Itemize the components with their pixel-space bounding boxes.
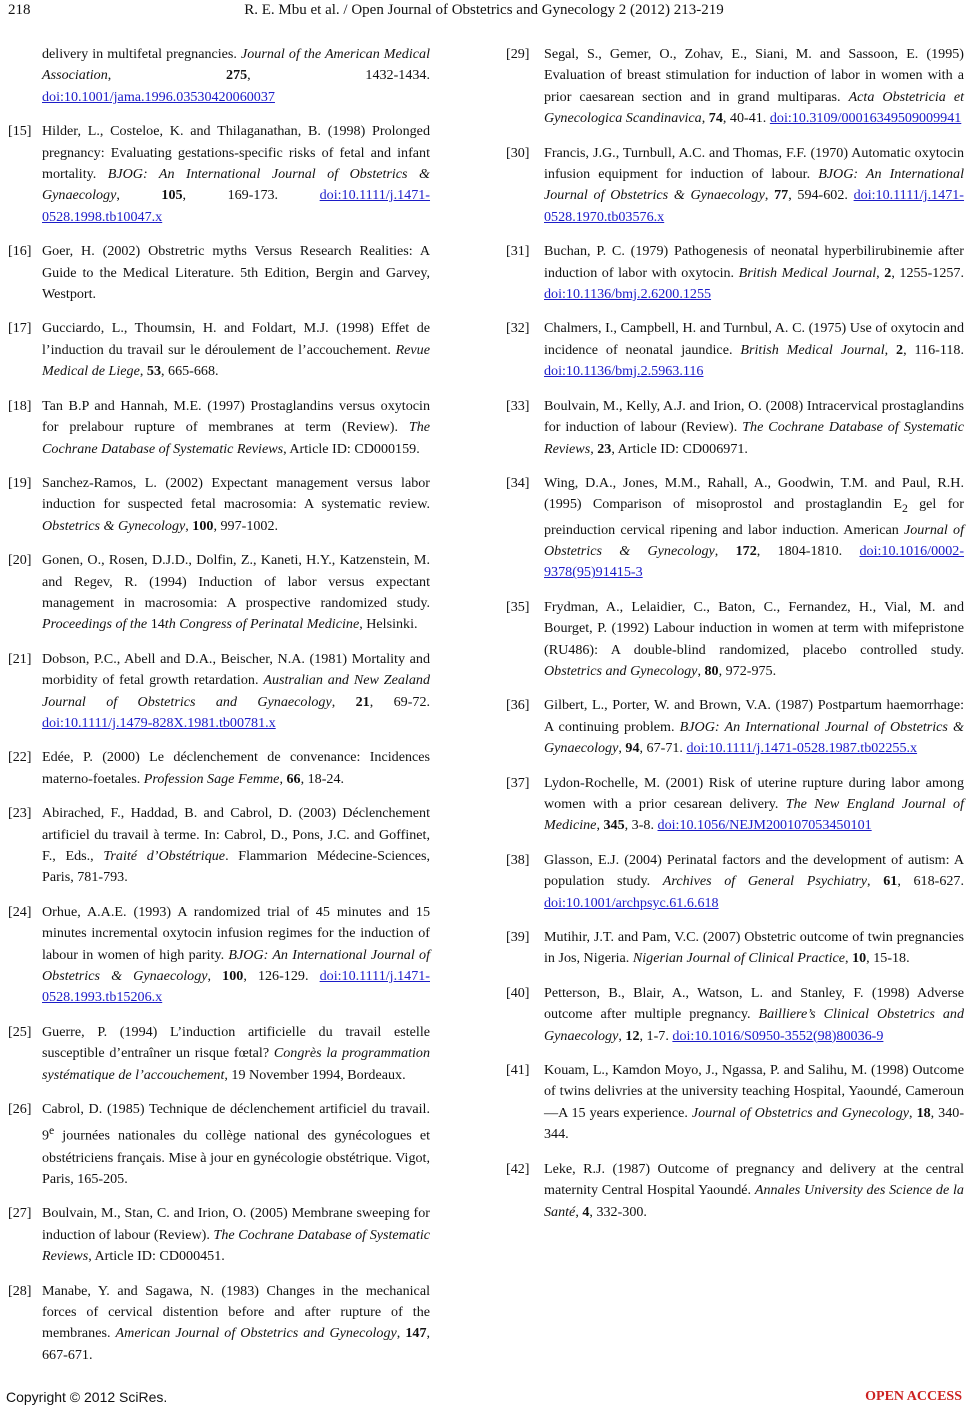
page-number: 218 xyxy=(8,2,31,18)
reference-text: , xyxy=(701,110,709,127)
reference-text: , xyxy=(618,740,626,757)
doi-link[interactable]: doi:10.1111/j.1479-828X.1981.tb00781.x xyxy=(42,714,276,731)
reference-entry xyxy=(8,44,430,108)
reference-text: , xyxy=(590,440,598,457)
reference-text: Goer, H. (2002) Obstretric myths Versus Research Realities: A Guide to the Medical Literature. 5th Edition, Bergin and Garvey, Westport. xyxy=(42,243,430,303)
reference-text: 147 xyxy=(405,1325,427,1342)
reference-text: Wing, D.A., Jones, M.M., Rahall, A., Goodwin, T.M. and Paul, R.H. (1995) Comparison of misoprostol and prostaglandin E xyxy=(544,474,964,513)
doi-link[interactable]: doi:10.1111/j.1471-0528.1987.tb02255.x xyxy=(686,740,918,757)
reference-entry xyxy=(506,143,964,229)
reference-text: , 1432-1434. xyxy=(247,67,431,84)
reference-text: Hilder, L., Costeloe, K. and Thilaganathan, B. (1998) Prolonged pregnancy: Evaluating gestations-specific risks of fetal and infant mortality. xyxy=(42,123,430,183)
reference-entry xyxy=(8,902,430,1009)
reference-entry xyxy=(506,1159,964,1223)
reference-text: , 1804-1810. xyxy=(756,542,860,559)
reference-text: gel for preinduction cervical ripening and labor induction. American xyxy=(544,496,964,538)
reference-entry xyxy=(506,927,964,970)
reference-entry xyxy=(8,473,430,537)
reference-text: Mutihir, J.T. and Pam, V.C. (2007) Obstetric outcome of twin pregnancies in Jos, Nigeria. xyxy=(544,929,964,967)
reference-entry xyxy=(8,1099,430,1190)
reference-text: British Medical Journal xyxy=(740,341,885,358)
reference-number: [17] xyxy=(8,320,32,337)
doi-link[interactable]: doi:10.1001/archpsyc.61.6.618 xyxy=(544,894,719,911)
reference-text: 23 xyxy=(597,440,612,457)
reference-text: BJOG: An International Journal of Obstetrics & Gynaecology xyxy=(42,946,430,985)
reference-entry xyxy=(8,1281,430,1367)
reference-text: Cabrol, D. (1985) Technique de déclenchement artificiel du travail. 9 xyxy=(42,1101,430,1145)
reference-text: Edée, P. (2000) Le déclenchement de convenance: Incidences materno-foetales. xyxy=(42,749,430,787)
reference-text: British Medical Journal xyxy=(738,264,877,281)
reference-text: , xyxy=(697,662,705,679)
reference-text: , 594-602. xyxy=(788,187,854,204)
reference-text: Australian and New Zealand Journal of Obstetrics and Gynaecology xyxy=(42,672,430,710)
doi-link[interactable]: doi:10.1136/bmj.2.5963.116 xyxy=(544,363,704,380)
reference-text: 74 xyxy=(708,110,723,127)
reference-text: Frydman, A., Lelaidier, C., Baton, C., Fernandez, H., Vial, M. and Bourget, P. (1992) Labour induction in women at term with mifepristone (RU486): A double-blind randomized, placebo controlled study. xyxy=(544,598,964,658)
reference-text: 14 xyxy=(150,616,165,633)
reference-text: Archives of General Psychiatry xyxy=(662,873,868,890)
reference-number: [26] xyxy=(8,1101,32,1118)
reference-entry xyxy=(8,550,430,636)
reference-text: The New England Journal of Medicine xyxy=(544,796,964,834)
reference-text: Obstetrics and Gynecology xyxy=(544,662,698,679)
reference-text: , xyxy=(207,968,223,985)
reference-text: Boulvain, M., Kelly, A.J. and Irion, O. (2008) Intracervical prostaglandins for induction of labour (Review). xyxy=(544,397,964,436)
open-access-label: OPEN ACCESS xyxy=(865,1389,962,1404)
reference-text: BJOG: An International Journal of Obstetrics & Gynaecology xyxy=(42,166,430,204)
reference-text: Acta Obstetricia et Gynecologica Scandinavica xyxy=(544,88,964,127)
reference-entry xyxy=(8,241,430,305)
reference-text: 275 xyxy=(226,67,248,84)
running-title: R. E. Mbu et al. / Open Journal of Obstetrics and Gynecology 2 (2012) 213-219 xyxy=(244,2,724,18)
reference-text: 100 xyxy=(222,968,244,985)
reference-number: [23] xyxy=(8,805,32,822)
copyright-notice: Copyright © 2012 SciRes. xyxy=(6,1389,168,1405)
reference-text: . Flammarion Médecine-Sciences, Paris, 781-793. xyxy=(42,848,430,886)
reference-text: , xyxy=(876,264,885,281)
reference-text: Obstetrics & Gynecology xyxy=(42,517,186,534)
reference-text: Dobson, P.C., Abell and D.A., Beischer, N.A. (1981) Mortality and morbidity of fetal growth retardation. xyxy=(42,650,430,689)
reference-text: 100 xyxy=(192,517,214,534)
reference-text: BJOG: An International Journal of Obstetrics & Gynaecology xyxy=(544,166,964,204)
reference-text: Profession Sage Femme xyxy=(143,770,280,787)
reference-text: Bailliere’s Clinical Obstetrics and Gynaecology xyxy=(544,1006,964,1044)
reference-text: 66 xyxy=(286,770,301,787)
reference-text: , xyxy=(139,363,147,380)
reference-number: [31] xyxy=(506,243,530,260)
reference-number: [38] xyxy=(506,851,530,868)
reference-text: Orhue, A.A.E. (1993) A randomized trial of 45 minutes and 15 minutes incremental oxytocin infusion regimes for the induction of labour in women of high parity. xyxy=(42,903,430,963)
reference-text: , Article ID: CD006971. xyxy=(611,440,748,457)
reference-text: 94 xyxy=(625,740,640,757)
reference-entry xyxy=(8,1022,430,1086)
reference-text: 172 xyxy=(735,542,757,559)
reference-number: [37] xyxy=(506,774,530,791)
reference-text: , xyxy=(396,1325,406,1342)
reference-text: , Helsinki. xyxy=(359,616,418,633)
reference-text: Gonen, O., Rosen, D.J.D., Dolfin, Z., Kaneti, H.Y., Katzenstein, M. and Regev, R. (1994) Induction of labor versus expectant management in macrosomia: A prospective randomized study. xyxy=(42,552,430,611)
reference-number: [18] xyxy=(8,397,32,414)
doi-link[interactable]: doi:10.1056/NEJM200107053450101 xyxy=(657,817,872,834)
reference-entry xyxy=(8,121,430,228)
reference-number: [29] xyxy=(506,46,530,62)
reference-text: 2 xyxy=(896,341,904,358)
reference-entry xyxy=(8,747,430,790)
reference-number: [36] xyxy=(506,697,530,714)
reference-text: 80 xyxy=(704,662,719,679)
reference-text: Francis, J.G., Turnbull, A.C. and Thomas, F.F. (1970) Automatic oxytocin infusion equipment for induction of labour. xyxy=(544,144,964,183)
reference-text: , 116-118. xyxy=(903,341,964,358)
doi-link[interactable]: doi:10.1016/0002-9378(95)91415-3 xyxy=(544,542,965,581)
reference-entry xyxy=(506,695,964,759)
reference-text: Gilbert, L., Porter, W. and Brown, V.A. (1987) Postpartum haemorrhage: A continuing problem. xyxy=(544,697,964,735)
reference-number: [22] xyxy=(8,749,32,766)
reference-text: , 169-173. xyxy=(182,187,320,204)
reference-entry xyxy=(506,318,964,382)
reference-entry xyxy=(506,983,964,1047)
reference-number: [19] xyxy=(8,474,32,491)
reference-number: [21] xyxy=(8,650,32,667)
reference-text: 105 xyxy=(161,187,183,204)
reference-number: [15] xyxy=(8,123,32,140)
reference-text: Boulvain, M., Stan, C. and Irion, O. (2005) Membrane sweeping for induction of labour (Review). xyxy=(42,1205,430,1243)
reference-text: , 340-344. xyxy=(544,1104,965,1143)
reference-text: , 618-627. xyxy=(897,873,965,890)
reference-text: The Cochrane Database of Systematic Reviews xyxy=(544,419,965,457)
reference-text: , xyxy=(575,1203,583,1220)
reference-text: Revue Medical de Liege xyxy=(42,341,430,380)
reference-number: [16] xyxy=(8,243,32,260)
reference-text: , 19 November 1994, Bordeaux. xyxy=(224,1066,406,1083)
reference-text: , xyxy=(185,517,193,534)
reference-entry xyxy=(506,1060,964,1146)
reference-text: 12 xyxy=(625,1027,640,1044)
reference-text: 18 xyxy=(916,1104,931,1121)
reference-text: 53 xyxy=(146,363,161,380)
reference-text: Guerre, P. (1994) L’induction artificielle du travail estelle susceptible d’entraîner un risque fœtal? xyxy=(42,1023,430,1062)
reference-text: 4 xyxy=(582,1203,590,1220)
reference-text: , 15-18. xyxy=(866,950,910,967)
reference-text: , 1-7. xyxy=(639,1027,673,1044)
reference-text: , Article ID: CD000451. xyxy=(88,1248,225,1265)
reference-text: , xyxy=(618,1027,626,1044)
reference-text: , 665-668. xyxy=(160,363,219,380)
reference-number: [41] xyxy=(506,1062,530,1079)
reference-text: 2 xyxy=(884,264,892,281)
reference-text: , 67-71. xyxy=(639,740,687,757)
reference-entry xyxy=(506,241,964,305)
reference-number: [35] xyxy=(506,598,530,615)
reference-text: , xyxy=(845,950,853,967)
reference-text: th Congress of Perinatal Medicine xyxy=(164,616,360,633)
reference-entry xyxy=(506,396,964,460)
doi-link[interactable]: doi:10.1016/S0950-3552(98)80036-9 xyxy=(672,1027,884,1044)
reference-text: Journal of the American Medical Association xyxy=(42,46,430,84)
reference-text: Chalmers, I., Campbell, H. and Turnbul, A. C. (1975) Use of oxytocin and incidence of neonatal jaundice. xyxy=(544,320,964,358)
reference-text: , 997-1002. xyxy=(213,517,279,534)
reference-column-left xyxy=(8,44,430,1366)
reference-text: American Journal of Obstetrics and Gynecology xyxy=(115,1325,397,1342)
reference-number: [39] xyxy=(506,929,530,946)
reference-text: , xyxy=(331,693,356,710)
doi-link[interactable]: doi:10.1111/j.1471-0528.1970.tb03576.x xyxy=(544,187,965,225)
reference-text: , 667-671. xyxy=(42,1325,431,1363)
reference-number: [24] xyxy=(8,903,32,920)
reference-text: , xyxy=(764,187,775,204)
reference-text: 21 xyxy=(355,693,370,710)
reference-text: Kouam, L., Kamdon Moyo, J., Ngassa, P. and Salihu, M. (1998) Outcome of twins delivries at the university teaching Hospital, Yaoundé, Cameroun—A 15 years experience. xyxy=(544,1062,964,1121)
reference-entry xyxy=(8,318,430,382)
reference-text: Abirached, F., Haddad, B. and Cabrol, D. (2003) Déclenchement artificiel du travail à terme. In: Cabrol, D., Pons, J.C. and Goffinet, F., Eds., xyxy=(42,805,430,864)
reference-text: 61 xyxy=(883,873,898,890)
doi-link[interactable]: doi:10.1001/jama.1996.03530420060037 xyxy=(42,88,275,105)
reference-text: , 126-129. xyxy=(243,968,320,985)
reference-number: [40] xyxy=(506,984,530,1001)
reference-text: The Cochrane Database of Systematic Reviews xyxy=(42,1226,430,1265)
reference-text: , 40-41. xyxy=(722,110,770,127)
reference-number: [34] xyxy=(506,474,530,491)
reference-text: , 18-24. xyxy=(300,770,345,787)
doi-link[interactable]: doi:10.1111/j.1471-0528.1993.tb15206.x xyxy=(42,968,430,1006)
reference-text: , xyxy=(714,542,736,559)
reference-text: Congrès la programmation systématique de l’accouchement xyxy=(42,1045,430,1083)
reference-text: , xyxy=(596,817,604,834)
reference-text: Glasson, E.J. (2004) Perinatal factors and the development of autism: A population study. xyxy=(544,851,964,890)
reference-number: [27] xyxy=(8,1205,32,1222)
reference-text: , 69-72. xyxy=(369,693,431,710)
reference-text: , xyxy=(884,341,897,358)
reference-text: Leke, R.J. (1987) Outcome of pregnancy and delivery at the central maternity Central Hospital Yaoundé. xyxy=(544,1160,964,1199)
reference-text: , xyxy=(107,67,227,84)
reference-text: , 1255-1257. xyxy=(891,264,964,281)
reference-text: 2 xyxy=(901,502,908,516)
reference-text: , xyxy=(279,770,287,787)
reference-text: Journal of Obstetrics & Gynecology xyxy=(544,521,964,559)
reference-text: 345 xyxy=(603,817,625,834)
reference-text: Petterson, B., Blair, A., Watson, L. and Stanley, F. (1998) Adverse outcome after multiple pregnancy. xyxy=(544,984,964,1023)
reference-entry xyxy=(8,396,430,460)
reference-entry xyxy=(8,803,430,889)
reference-text: Buchan, P. C. (1979) Pathogenesis of neonatal hyperbilirubinemie after induction of labor with oxytocin. xyxy=(544,243,964,281)
reference-entry xyxy=(506,773,964,837)
reference-text: 77 xyxy=(774,187,789,204)
reference-text: journées nationales du collège national des gynécologues et obstétriciens français. Mise à jour en gynécologie obstétrique. Vigot, Paris, 165-205. xyxy=(42,1128,430,1187)
doi-link[interactable]: doi:10.1136/bmj.2.6200.1255 xyxy=(544,286,712,303)
reference-text: 10 xyxy=(852,950,867,967)
reference-text: Annales University des Science de la Santé xyxy=(544,1182,964,1220)
reference-number: [32] xyxy=(506,320,530,337)
reference-text: Lydon-Rochelle, M. (2001) Risk of uterine rupture during labor among women with a prior cesarean delivery. xyxy=(544,774,964,812)
reference-number: [30] xyxy=(506,144,530,161)
doi-link[interactable]: doi:10.1111/j.1471-0528.1998.tb10047.x xyxy=(42,187,431,225)
reference-text: delivery in multifetal pregnancies. xyxy=(42,46,241,62)
reference-text: Journal of Obstetrics and Gynecology xyxy=(691,1104,910,1121)
reference-text: , 972-975. xyxy=(718,662,777,679)
reference-entry xyxy=(8,1203,430,1267)
reference-text: , 3-8. xyxy=(624,817,658,834)
reference-number: [25] xyxy=(8,1023,32,1040)
reference-text: Sanchez-Ramos, L. (2002) Expectant management versus labor induction for suspected fetal macrosomia: A systematic review. xyxy=(42,474,430,513)
reference-number: [33] xyxy=(506,397,530,414)
reference-text: e xyxy=(49,1124,55,1138)
reference-entry xyxy=(506,597,964,683)
reference-text: Segal, S., Gemer, O., Zohav, E., Siani, M. and Sassoon, E. (1995) Evaluation of breast stimulation for induction of labor in women with a prior caesarean section and in grand multiparas. xyxy=(544,46,964,105)
reference-column-right xyxy=(506,44,964,1223)
reference-number: [42] xyxy=(506,1160,530,1177)
reference-number: [28] xyxy=(8,1282,32,1299)
reference-entry xyxy=(506,850,964,914)
reference-text: The Cochrane Database of Systematic Reviews xyxy=(42,419,430,457)
reference-text: Tan B.P and Hannah, M.E. (1997) Prostaglandins versus oxytocin for prelabour rupture of membranes at term (Review). xyxy=(42,397,430,436)
reference-number: [20] xyxy=(8,552,32,569)
reference-text: Manabe, Y. and Sagawa, N. (1983) Changes in the mechanical forces of cervical distention before and after rupture of the membranes. xyxy=(42,1282,430,1342)
reference-text: , xyxy=(909,1104,917,1121)
reference-text: Gucciardo, L., Thoumsin, H. and Foldart, M.J. (1998) Effet de l’induction du travail sur le déroulement de l’accouchement. xyxy=(42,320,430,358)
reference-text: , xyxy=(867,873,884,890)
reference-text: , 332-300. xyxy=(589,1203,647,1220)
reference-entry xyxy=(506,473,964,584)
reference-entry xyxy=(506,44,964,130)
reference-text: BJOG: An International Journal of Obstetrics & Gynaecology xyxy=(544,718,964,757)
doi-link[interactable]: doi:10.3109/00016349509009941 xyxy=(769,110,962,127)
reference-text: Proceedings of the xyxy=(42,616,151,633)
reference-text: , xyxy=(116,187,162,204)
reference-text: , Article ID: CD000159. xyxy=(283,440,420,457)
reference-text: Nigerian Journal of Clinical Practice xyxy=(632,950,846,967)
reference-entry xyxy=(8,649,430,735)
reference-text: Traité d’Obstétrique xyxy=(103,848,226,864)
